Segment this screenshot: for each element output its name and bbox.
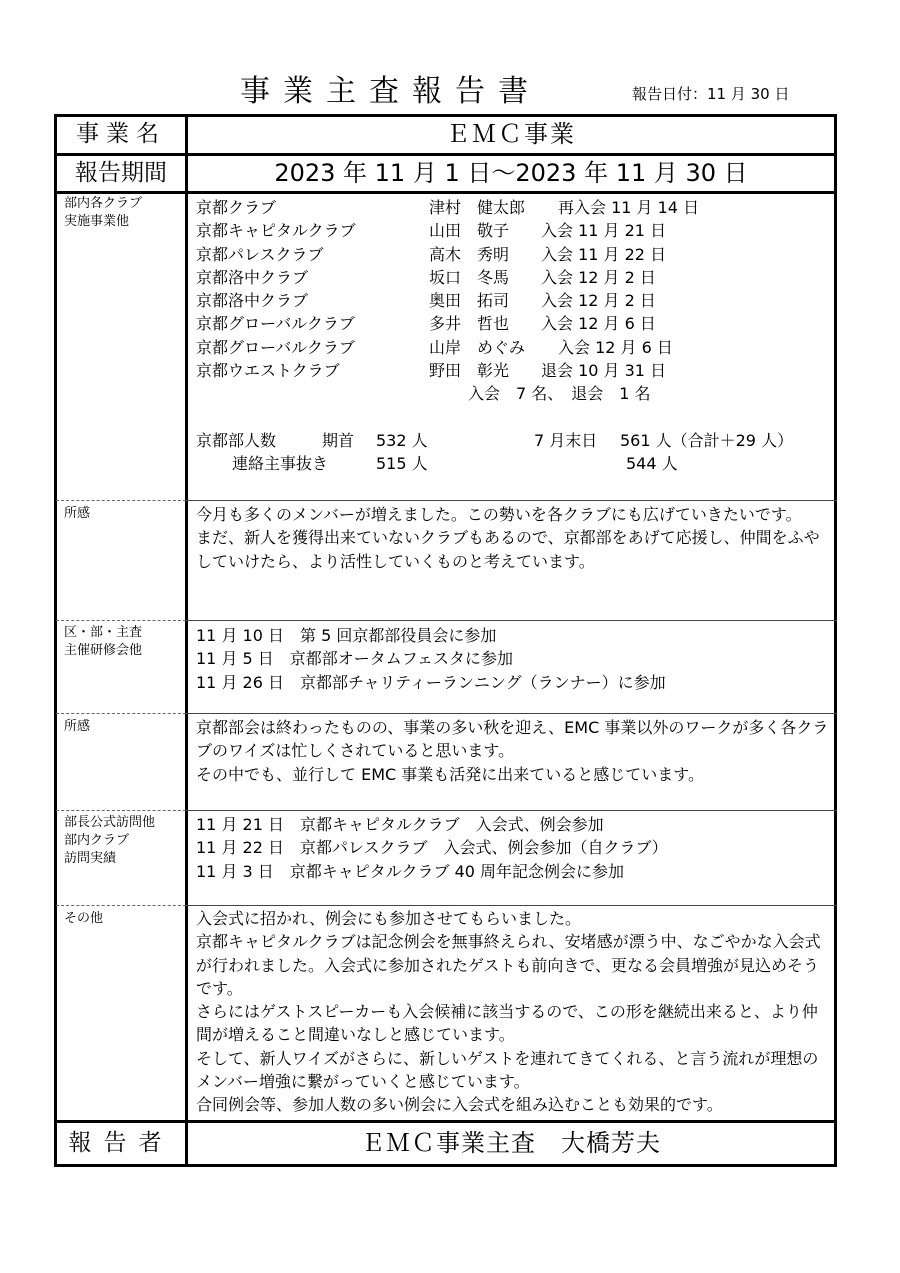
- reporter-value: ＥＭＣ事業主査 大橋芳夫: [361, 1129, 661, 1157]
- member-row: 京都キャピタルクラブ 山田 敬子 入会 11 月 21 日: [196, 221, 667, 241]
- member-row: 京都グローバルクラブ 多井 哲也 入会 12 月 6 日: [196, 314, 656, 334]
- member-list: [196, 196, 832, 476]
- join-leave-summary: 入会 7 名、 退会 1 名: [468, 384, 651, 404]
- label-column-divider: [185, 114, 188, 1167]
- divider-section-label: [56, 620, 186, 621]
- member-row: 京都グローバルクラブ 山岸 めぐみ 入会 12 月 6 日: [196, 337, 673, 357]
- divider-section: [186, 620, 837, 621]
- training-list: [196, 624, 832, 694]
- visit-item: 11 月 22 日 京都パレスクラブ 入会式、例会参加（自クラブ）: [196, 838, 668, 858]
- divider-section-label: [56, 905, 186, 906]
- training-item: 11 月 10 日 第 5 回京都部役員会に参加: [196, 626, 497, 645]
- divider-after-period: [54, 191, 837, 194]
- member-row: 京都クラブ 津村 健太郎 再入会 11 月 14 日: [196, 198, 700, 217]
- member-row: 京都洛中クラブ 坂口 冬馬 入会 12 月 2 日: [196, 267, 656, 287]
- impressions1-label: 所感: [64, 506, 91, 521]
- stats-row: 連絡主事抜き 515 人 544 人: [232, 454, 678, 474]
- other-label: その他: [64, 911, 104, 926]
- period-label: 報告期間: [75, 160, 167, 186]
- club-activities-label: 部内各クラブ 実施事業他: [64, 196, 143, 229]
- visits-label: 部長公式訪問他 部内クラブ 訪問実績: [64, 815, 156, 866]
- training-label: 区・部・主査 主催研修会他: [64, 625, 143, 658]
- member-row: 京都ウエストクラブ 野田 彰光 退会 10 月 31 日: [196, 361, 667, 381]
- divider-section: [186, 905, 837, 906]
- impressions2-label: 所感: [64, 719, 91, 734]
- reporter-label: 報告者: [68, 1130, 174, 1156]
- divider-section-label: [56, 713, 186, 714]
- stats-row: 京都部人数 期首 532 人 7 月末日 561 人（合計＋29 人）: [196, 430, 794, 450]
- member-row: 京都洛中クラブ 奥田 拓司 入会 12 月 2 日: [196, 291, 656, 311]
- divider-section: [186, 810, 837, 811]
- member-row: 京都パレスクラブ 高木 秀明 入会 11 月 22 日: [196, 244, 667, 264]
- impressions2-text: 京都部会は終わったものの、事業の多い秋を迎え、EMC 事業以外のワークが多く各クラブのワイズは忙しくされていると思います。 その中でも、並行して EMC 事業も活発に出来ていると感じています。: [196, 718, 829, 784]
- document-title: 事業主査報告書: [240, 74, 541, 109]
- visit-item: 11 月 3 日 京都キャピタルクラブ 40 周年記念例会に参加: [196, 861, 625, 881]
- other-text: 入会式に招かれ、例会にも参加させてもらいました。 京都キャピタルクラブは記念例会を無事終えられ、安堵感が漂う中、なごやかな入会式が行われました。入会式に参加されたゲストも前向きで、更なる会員増強が見込めそうです。 さらにはゲストスピーカーも入会候補に該当するので、この形を継続出来ると、より仲間が増えること間違いなしと感じています。 そして、新人ワイズがさらに、新しいゲストを連れてきてくれる、と言う流れが理想のメンバー増強に繋がっていくと感じています。 合同例会等、参加人数の多い例会に入会式を組み込むことも効果的です。: [196, 909, 821, 1115]
- divider-section-label: [56, 500, 186, 501]
- period-value: 2023 年 11 月 1 日～2023 年 11 月 30 日: [274, 159, 748, 187]
- divider-section-label: [56, 810, 186, 811]
- training-item: 11 月 5 日 京都部オータムフェスタに参加: [196, 649, 513, 669]
- report-date: 報告日付：11 月 30 日: [632, 85, 790, 103]
- impressions1-text: 今月も多くのメンバーが増えました。この勢いを各クラブにも広げていきたいです。 まだ、新人を獲得出来ていないクラブもあるので、京都部をあげて応援し、仲間をふやしていけたら、より活性していくものと考えています。: [196, 505, 820, 571]
- divider-before-reporter: [54, 1120, 837, 1123]
- event-label: 事業名: [76, 121, 166, 147]
- visits-list: [196, 813, 832, 883]
- event-value: ＥＭＣ事業: [446, 120, 576, 148]
- training-item: 11 月 26 日 京都部チャリティーランニング（ランナー）に参加: [196, 672, 666, 692]
- divider-section: [186, 713, 837, 714]
- visit-item: 11 月 21 日 京都キャピタルクラブ 入会式、例会参加: [196, 815, 604, 834]
- divider-section: [186, 500, 837, 501]
